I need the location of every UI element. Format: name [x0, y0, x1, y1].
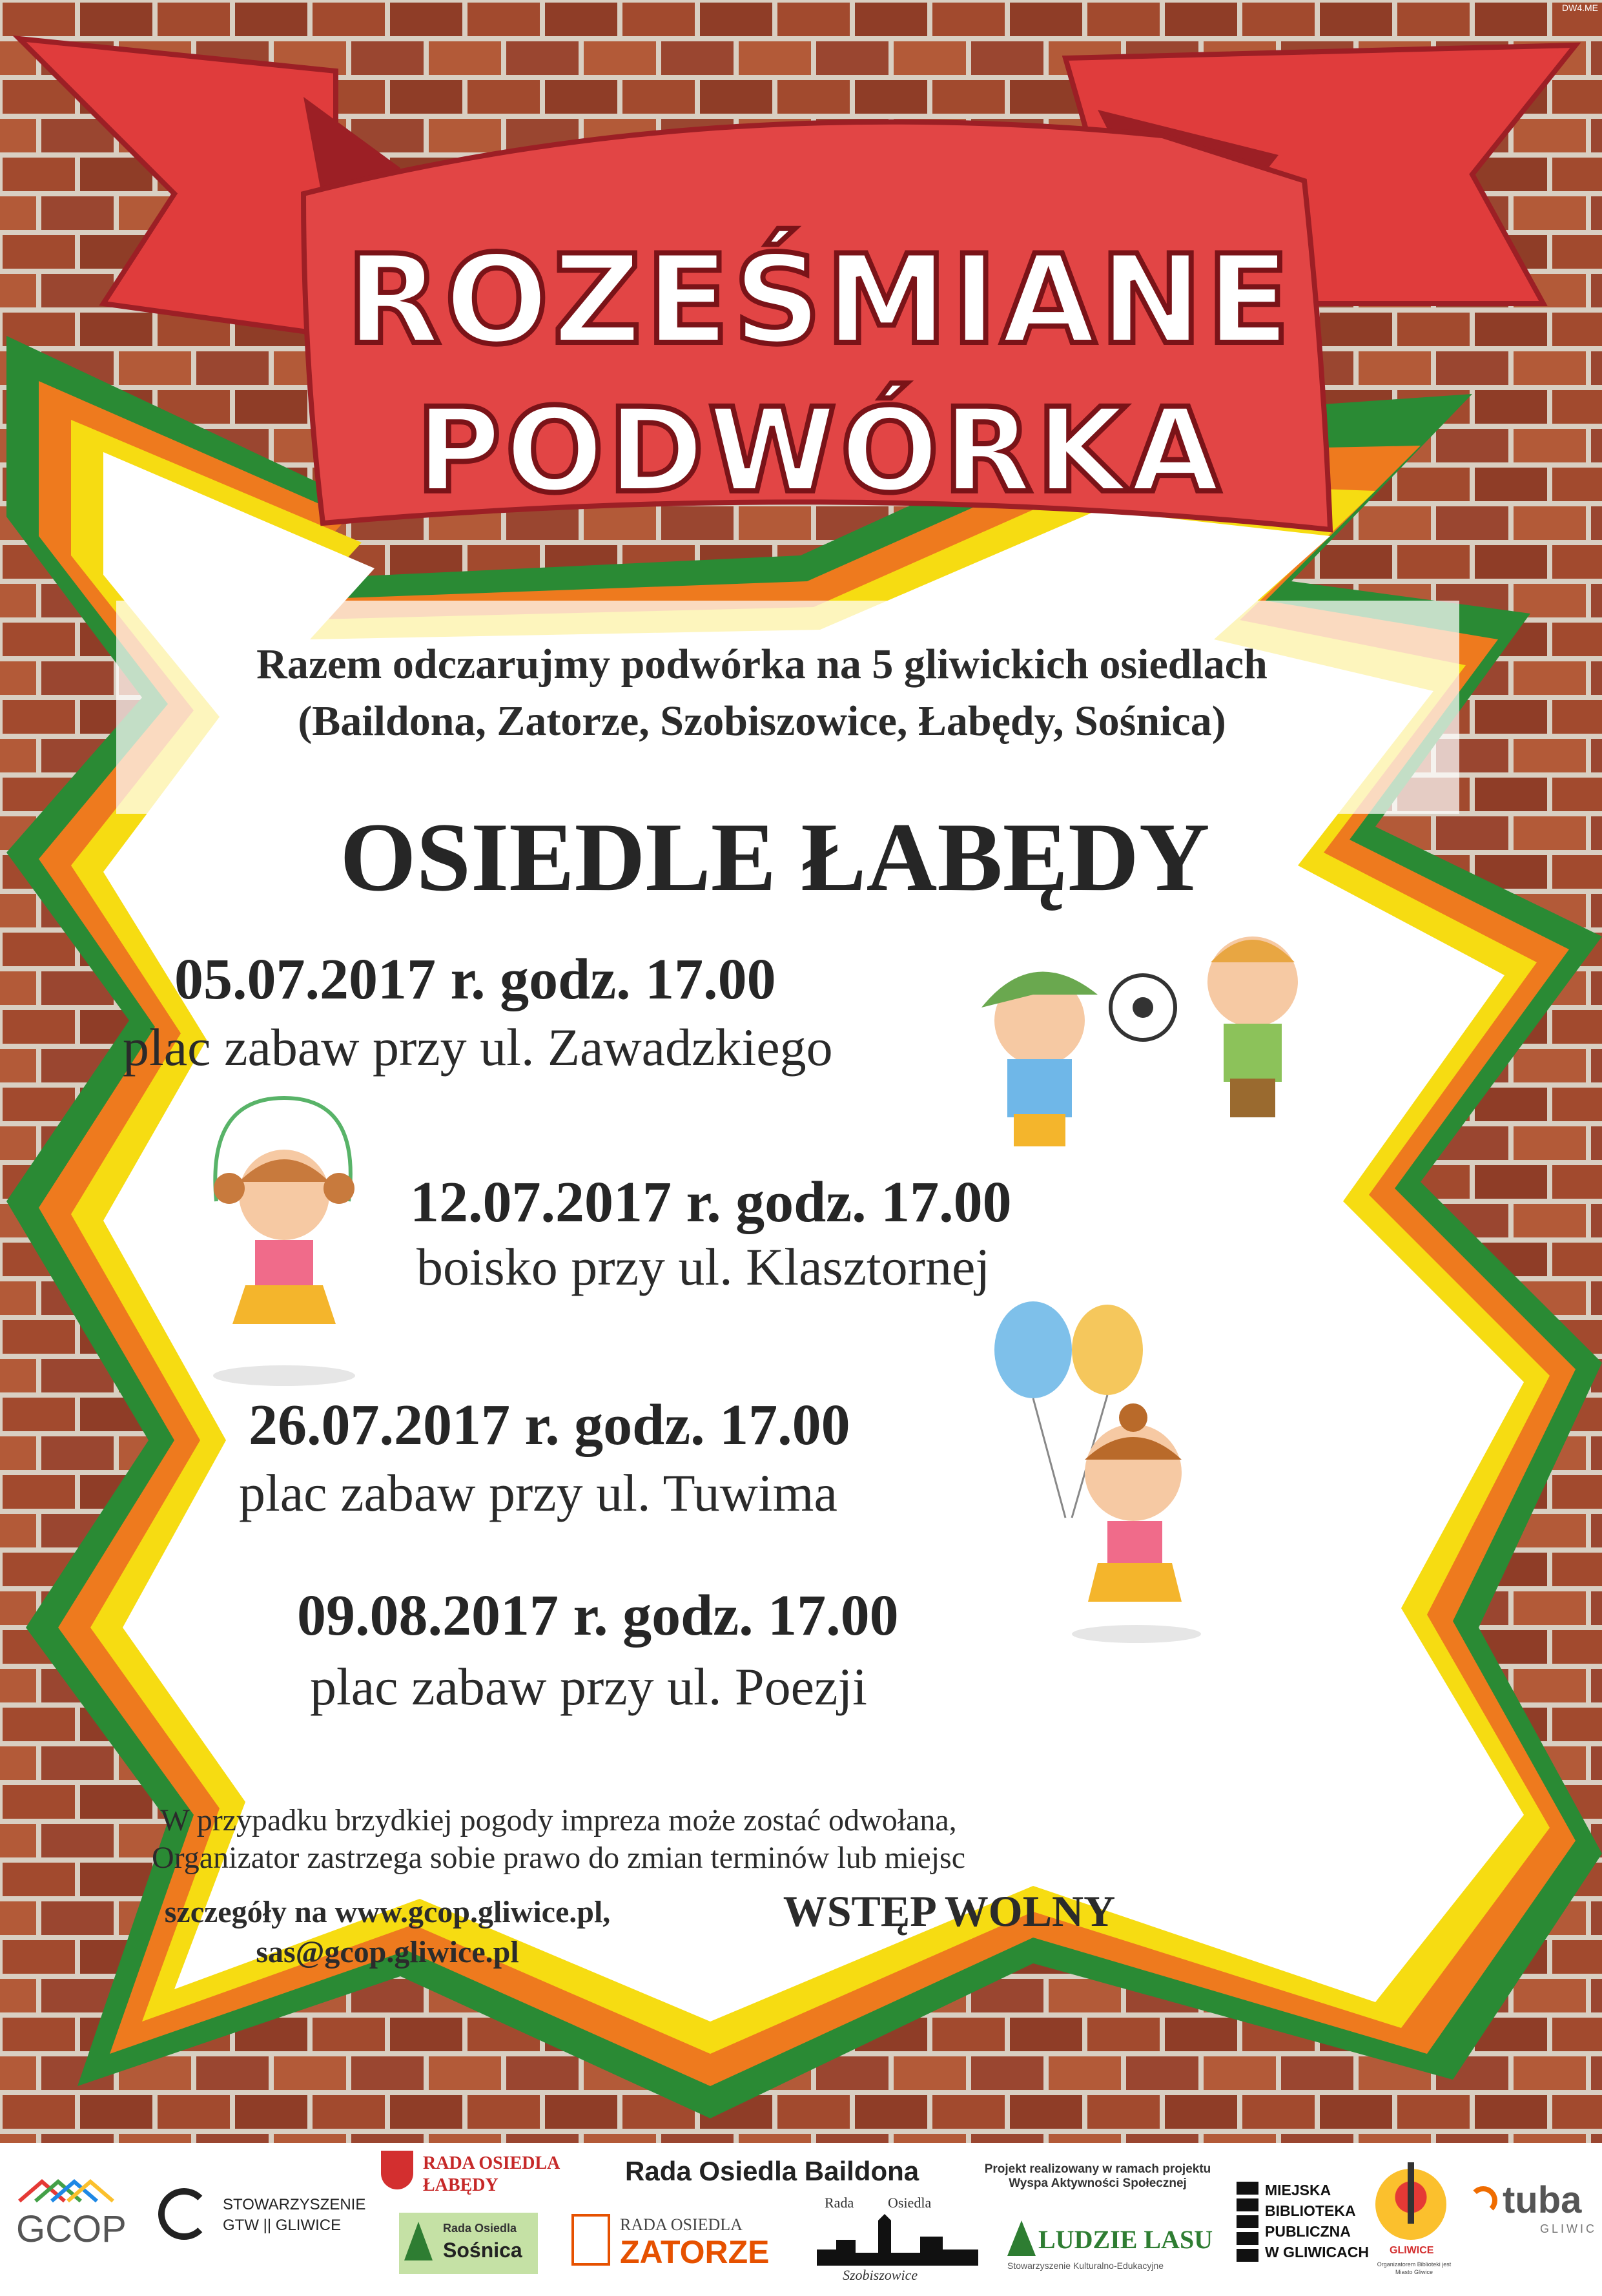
ludzie-lasu-logo	[1007, 2220, 1213, 2282]
labedy-line1: RADA OSIEDLA	[423, 2153, 560, 2173]
library-line4: W GLIWICACH	[1265, 2244, 1369, 2260]
library-line2: BIBLIOTEKA	[1265, 2202, 1356, 2219]
library-line1: MIEJSKA	[1265, 2182, 1331, 2198]
sponsor-footer	[0, 2143, 1602, 2296]
gliwice-city-logo	[1369, 2162, 1459, 2291]
zatorze-building-icon	[571, 2214, 610, 2266]
gcop-stripes-icon	[16, 2178, 123, 2204]
rada-zatorze-logo	[571, 2208, 791, 2279]
szobiszowice-line1: Rada	[825, 2195, 854, 2211]
gliwice-tower-icon	[1408, 2162, 1414, 2224]
intro-line2: (Baildona, Zatorze, Szobiszowice, Łabędy, Sośnica)	[298, 698, 1226, 745]
ludzie-lasu-name: LUDZIE LASU	[1038, 2225, 1213, 2254]
library-logo	[1237, 2182, 1385, 2272]
gtw-logo	[158, 2188, 366, 2266]
contact-info	[136, 1892, 639, 1972]
zatorze-line2: ZATORZE	[620, 2234, 770, 2270]
intro-line1: Razem odczarujmy podwórka na 5 gliwickich osiedlach	[256, 641, 1268, 688]
event-3-date: 26.07.2017 r. godz. 17.00	[249, 1393, 850, 1457]
event-2-place: boisko przy ul. Klasztornej	[416, 1237, 991, 1296]
banner-title	[310, 194, 1330, 530]
event-4-place: plac zabaw przy ul. Poezji	[310, 1657, 867, 1716]
image-credit: DW4.ME	[1562, 3, 1598, 13]
intro-text	[116, 636, 1408, 750]
boys-playing-football-illustration	[949, 924, 1350, 1146]
szobiszowice-line3: Szobiszowice	[843, 2267, 918, 2283]
rada-labedy-logo	[381, 2151, 568, 2209]
sosnica-tree-icon	[404, 2222, 433, 2260]
zatorze-line1: RADA OSIEDLA	[620, 2215, 743, 2234]
sosnica-line1: Rada Osiedla	[443, 2222, 517, 2235]
ludzie-lasu-tree-icon	[1007, 2220, 1036, 2256]
gtw-line2: GTW || GLIWICE	[223, 2217, 342, 2234]
project-line2: Wyspa Aktywności Społecznej	[1009, 2177, 1187, 2190]
tuba-name: tuba	[1503, 2179, 1582, 2221]
szobiszowice-line2: Osiedla	[888, 2195, 932, 2211]
gcop-logo-text: GCOP	[16, 2208, 127, 2250]
rada-baildona-label: Rada Osiedla Baildona	[625, 2156, 919, 2186]
gtw-g-icon	[158, 2188, 210, 2240]
event-1-date: 05.07.2017 r. godz. 17.00	[174, 947, 776, 1011]
free-entry-label: WSTĘP WOLNY	[783, 1887, 1116, 1936]
library-books-icon	[1237, 2182, 1258, 2266]
rada-szobiszowice-logo	[817, 2195, 978, 2285]
event-1-place: plac zabaw przy ul. Zawadzkiego	[123, 1018, 833, 1077]
project-note	[981, 2162, 1214, 2201]
gliwice-sub: Organizatorem Biblioteki jest Miasto Gliwice	[1377, 2261, 1452, 2275]
banner-title-line2: PODWÓRKA	[416, 384, 1224, 519]
gtw-line1: STOWARZYSZENIE	[223, 2196, 366, 2213]
tuba-wave-icon	[1469, 2186, 1497, 2215]
library-line3: PUBLICZNA	[1265, 2223, 1351, 2240]
weather-note-line2: Organizator zastrzega sobie prawo do zmian terminów lub miejsc	[151, 1841, 966, 1875]
tuba-sub: GLIWIC	[1540, 2222, 1597, 2235]
event-3-place: plac zabaw przy ul. Tuwima	[239, 1463, 837, 1522]
gcop-logo	[16, 2178, 127, 2262]
sosnica-line2: Sośnica	[443, 2239, 522, 2262]
szobiszowice-skyline-icon	[817, 2214, 978, 2266]
banner-title-line1: ROZEŚMIANE	[346, 229, 1294, 371]
event-4-date: 09.08.2017 r. godz. 17.00	[297, 1584, 899, 1648]
rada-sosnica-logo	[399, 2213, 538, 2274]
event-2-date: 12.07.2017 r. godz. 17.00	[410, 1170, 1012, 1234]
weather-note	[97, 1802, 1020, 1877]
contact-website: szczegóły na www.gcop.gliwice.pl,	[164, 1895, 611, 1929]
ludzie-lasu-sub: Stowarzyszenie Kulturalno-Edukacyjne	[1007, 2260, 1164, 2271]
location-heading: OSIEDLE ŁABĘDY	[340, 803, 1210, 911]
contact-email: sas@gcop.gliwice.pl	[256, 1935, 519, 1969]
project-line1: Projekt realizowany w ramach projektu	[984, 2162, 1211, 2176]
gliwice-label: GLIWICE	[1390, 2245, 1434, 2256]
tuba-logo	[1469, 2178, 1597, 2249]
weather-note-line1: W przypadku brzydkiej pogody impreza może zostać odwołana,	[160, 1803, 957, 1837]
labedy-line2: ŁABĘDY	[423, 2175, 498, 2195]
labedy-crest-icon	[381, 2151, 413, 2189]
